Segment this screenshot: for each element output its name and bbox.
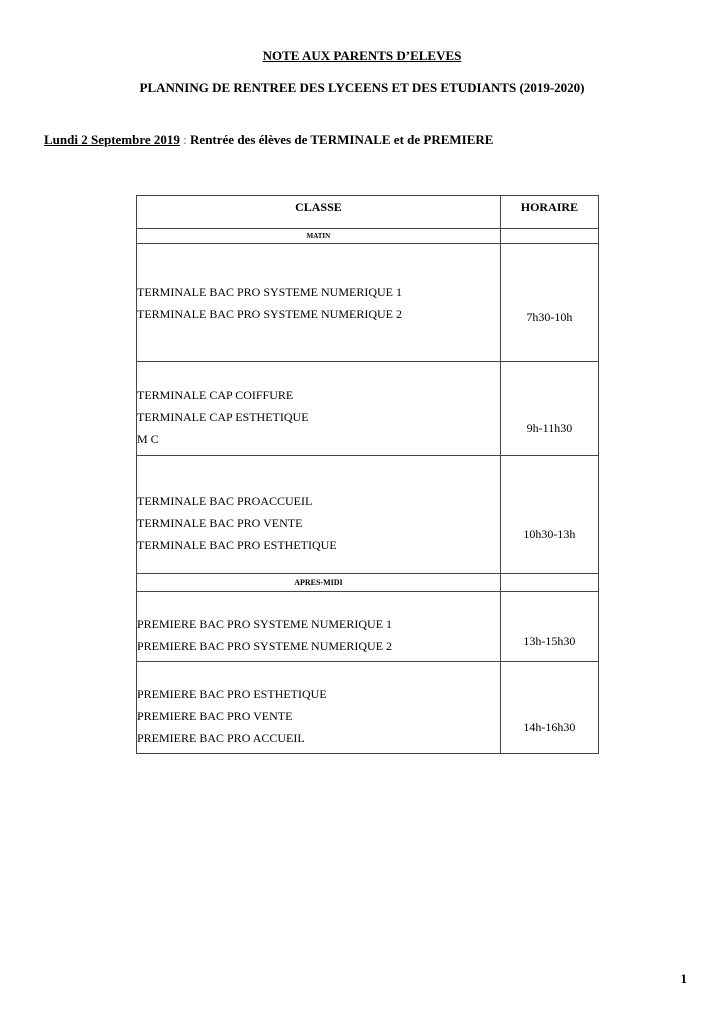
class-name: PREMIERE BAC PRO SYSTEME NUMERIQUE 1 — [137, 617, 393, 631]
table-header-row — [137, 196, 599, 229]
class-name: TERMINALE BAC PRO SYSTEME NUMERIQUE 2 — [137, 306, 403, 321]
table-row — [137, 456, 599, 574]
date-text: Lundi 2 Septembre 2019 — [44, 132, 180, 147]
section-row-apres-midi — [137, 574, 599, 592]
time-slot: 13h-15h30 — [500, 592, 598, 662]
time-slot: 14h-16h30 — [500, 662, 598, 754]
schedule-table — [136, 195, 599, 754]
class-name: TERMINALE CAP COIFFURE — [137, 388, 294, 402]
time-slot: 9h-11h30 — [500, 362, 598, 456]
section-label-apres-midi: APRES-MIDI — [137, 574, 501, 592]
class-name: TERMINALE BAC PRO VENTE — [137, 516, 303, 530]
table-row — [137, 592, 599, 662]
class-name: PREMIERE BAC PRO SYSTEME NUMERIQUE 2 — [137, 639, 393, 653]
class-name: TERMINALE CAP ESTHETIQUE — [137, 410, 309, 424]
document-subtitle: PLANNING DE RENTREE DES LYCEENS ET DES ETUDIANTS (2019-2020) — [139, 80, 585, 95]
date-separator: : — [179, 132, 191, 147]
class-name: PREMIERE BAC PRO VENTE — [137, 709, 293, 723]
date-line — [44, 132, 493, 148]
class-list — [137, 456, 501, 574]
class-list — [137, 362, 501, 456]
class-name: TERMINALE BAC PRO ESTHETIQUE — [137, 538, 337, 552]
section-row-matin — [137, 229, 599, 244]
class-name: PREMIERE BAC PRO ESTHETIQUE — [137, 687, 327, 701]
section-label-matin: MATIN — [137, 229, 501, 244]
time-slot: 10h30-13h — [500, 456, 598, 574]
class-list — [137, 662, 501, 754]
table-row — [137, 362, 599, 456]
header-classe: CLASSE — [137, 196, 501, 229]
header-horaire: HORAIRE — [500, 196, 598, 229]
class-name: TERMINALE BAC PRO SYSTEME NUMERIQUE 1 — [137, 284, 403, 299]
time-slot: 7h30-10h — [500, 244, 598, 362]
class-name: PREMIERE BAC PRO ACCUEIL — [137, 731, 305, 745]
date-description: Rentrée des élèves de TERMINALE et de PREMIERE — [190, 132, 494, 147]
section-empty-cell — [500, 574, 598, 592]
page-number: 1 — [680, 971, 687, 986]
table-row — [137, 662, 599, 754]
class-name: TERMINALE BAC PROACCUEIL — [137, 494, 313, 508]
table-row — [137, 244, 599, 362]
class-list — [137, 592, 501, 662]
class-list — [137, 244, 501, 362]
document-title: NOTE AUX PARENTS D’ELEVES — [262, 48, 462, 63]
section-empty-cell — [500, 229, 598, 244]
class-name: M C — [137, 432, 159, 446]
